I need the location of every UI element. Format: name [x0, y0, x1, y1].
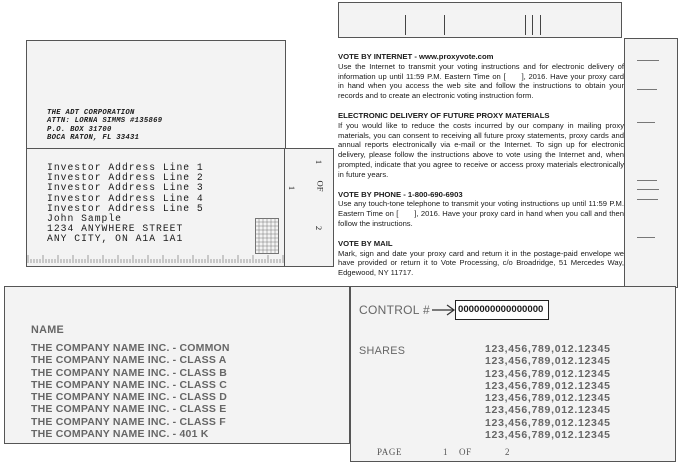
strip-tick — [637, 89, 657, 90]
company-name: THE COMPANY NAME INC. - CLASS C — [31, 378, 227, 391]
company-name: THE COMPANY NAME INC. - CLASS B — [31, 366, 227, 379]
share-value: 123,456,789,012.12345 — [485, 355, 611, 368]
share-values-list — [485, 343, 611, 441]
vote-mail-body: Mark, sign and date your proxy card and return it in the postage-paid envelope we have provided or return it to Vote Processing, c/o Broadridge, 51 Mercedes Way, Edgewood, NY 11717. — [338, 248, 624, 278]
sender-address — [47, 109, 162, 142]
company-name: THE COMPANY NAME INC. - CLASS A — [31, 354, 227, 367]
barcode-bar — [405, 15, 406, 35]
company-name: THE COMPANY NAME INC. - 401 K — [31, 428, 209, 441]
strip-tick — [637, 60, 659, 61]
vote-phone-heading: VOTE BY PHONE - 1-800-690-6903 — [338, 189, 463, 199]
vote-mail-heading: VOTE BY MAIL — [338, 238, 393, 248]
vote-internet-heading: VOTE BY INTERNET - www.proxyvote.com — [338, 52, 494, 61]
strip-tick — [637, 189, 659, 190]
share-value: 123,456,789,012.12345 — [485, 343, 611, 355]
control-number-box — [455, 300, 549, 320]
strip-tick — [637, 237, 655, 238]
barcode-bar — [444, 15, 445, 35]
recipient-address-panel — [26, 148, 286, 267]
address-line: ANY CITY, ON A1A 1A1 — [47, 233, 184, 245]
address-line: John Sample — [47, 213, 122, 225]
name-label: NAME — [31, 324, 64, 336]
postal-grid-icon — [255, 218, 279, 254]
share-value: 123,456,789,012.12345 — [485, 367, 611, 380]
address-line: Investor Address Line 3 — [47, 182, 204, 194]
side-page-mid: 1 — [287, 185, 298, 191]
share-value: 123,456,789,012.12345 — [485, 429, 611, 442]
side-page-indicator — [284, 148, 334, 267]
share-value: 123,456,789,012.12345 — [485, 379, 611, 392]
side-page-number: 1 — [314, 159, 325, 165]
vote-internet-text-b: ], 2016. Have your proxy card in hand when you access the web site and follow the instructions to obtain your records and to create an electronic voting instruction form. — [338, 71, 624, 101]
control-shares-panel — [350, 286, 676, 462]
share-value: 123,456,789,012.12345 — [485, 404, 611, 417]
strip-tick — [637, 180, 657, 181]
control-label: CONTROL # — [359, 303, 430, 317]
vote-internet-body — [338, 62, 624, 101]
strip-tick — [637, 199, 658, 200]
footer-page-label: PAGE — [377, 447, 403, 457]
share-value: 123,456,789,012.12345 — [485, 392, 611, 405]
shares-label: SHARES — [359, 345, 406, 357]
company-name: THE COMPANY NAME INC. - CLASS E — [31, 403, 227, 416]
sender-line: THE ADT CORPORATION — [47, 109, 135, 117]
footer-page-total: 2 — [505, 447, 511, 457]
footer-page-number: 1 — [443, 447, 449, 457]
share-value: 123,456,789,012.12345 — [485, 416, 611, 429]
company-name: THE COMPANY NAME INC. - CLASS D — [31, 391, 227, 404]
barcode-bar — [532, 15, 533, 35]
address-line: Investor Address Line 1 — [47, 162, 204, 173]
vote-internet-text-a: Use the Internet to transmit your voting instructions and for electronic delivery of information up until 11:59 P.M. Eastern Time on [ — [338, 61, 624, 81]
right-side-strip — [624, 38, 678, 288]
company-list — [31, 342, 230, 440]
control-number: 0000000000000000 — [458, 304, 544, 315]
side-page-total: 2 — [314, 225, 325, 231]
top-barcode-strip — [338, 2, 622, 38]
address-line: Investor Address Line 5 — [47, 202, 204, 214]
sender-line: ATTN: LORNA SIMMS #135869 — [47, 117, 163, 126]
arrow-right-icon — [431, 304, 457, 316]
sender-line: BOCA RATON, FL 33431 — [47, 133, 140, 142]
vote-phone-text-b: ], 2016. Have your proxy card in hand when you call and then follow the instructions. — [338, 209, 624, 228]
holdings-names-panel — [4, 286, 350, 444]
address-line: Investor Address Line 4 — [47, 192, 204, 204]
recipient-address — [47, 163, 204, 245]
footer-of: OF — [459, 447, 472, 457]
barcode-bar — [540, 15, 541, 35]
sender-line: P.O. BOX 31700 — [47, 125, 112, 134]
strip-tick — [637, 122, 655, 123]
company-name: THE COMPANY NAME INC. - CLASS F — [31, 415, 226, 428]
ruler-scale — [27, 254, 286, 263]
vote-phone-text-a: Use any touch-tone telephone to transmit your voting instructions up until 11:59 P.M. Eastern Time on [ — [338, 199, 624, 219]
vote-phone-body — [338, 199, 624, 228]
electronic-delivery-heading: ELECTRONIC DELIVERY OF FUTURE PROXY MATERIALS — [338, 110, 550, 120]
sender-address-panel — [26, 40, 286, 148]
company-name: THE COMPANY NAME INC. - COMMON — [31, 342, 230, 354]
voting-instructions — [338, 52, 624, 288]
address-line: 1234 ANYWHERE STREET — [47, 223, 184, 235]
address-line: Investor Address Line 2 — [47, 172, 204, 184]
barcode-bar — [525, 15, 526, 35]
electronic-delivery-body: If you would like to reduce the costs incurred by our company in mailing proxy materials, you can consent to receiving all future proxy statements, proxy cards and annual reports electronically via e-mail or the Internet. To sign up for electronic delivery, please follow the instructions above to vote using the Internet and, when prompted, indicate that you agree to receive or access proxy materials electronically in future years. — [338, 120, 624, 179]
side-page-of: OF — [315, 180, 326, 192]
